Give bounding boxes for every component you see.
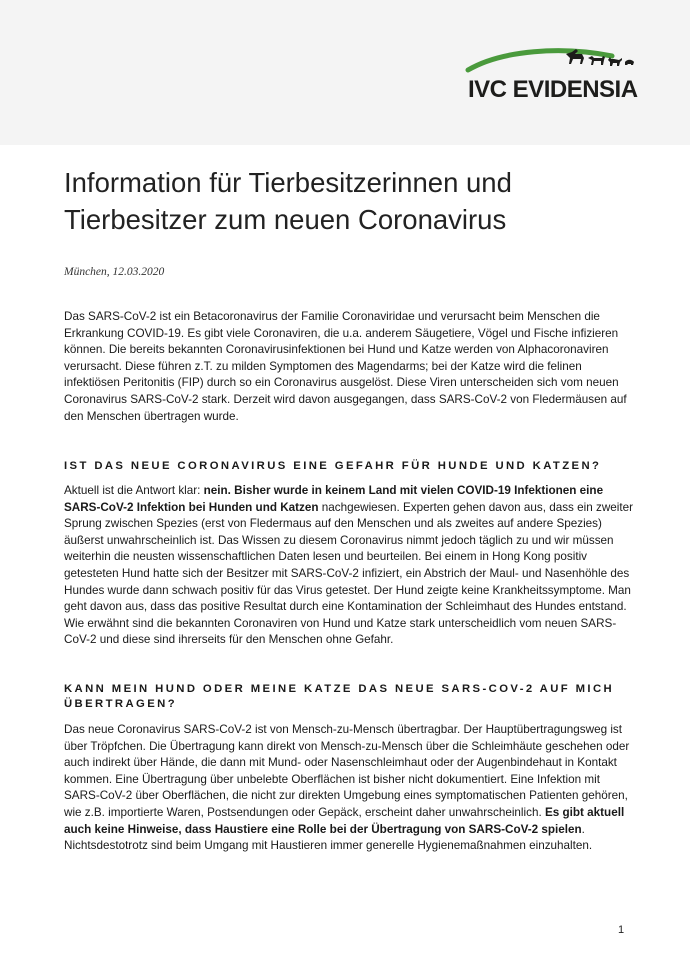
section-heading-danger: IST DAS NEUE CORONAVIRUS EINE GEFAHR FÜR HUNDE UND KATZEN? — [64, 460, 602, 472]
text-span: Das neue Coronavirus SARS-CoV-2 ist von Mensch-zu-Mensch übertragbar. Der Hauptübertragungsweg ist über Tröpfchen. Die Übertragung kann direkt von Mensch-zu-Mensch über die Schleimhäute geschehen oder auch indirekt über Hände, die dann mit Mund- oder Nasenschleimhaut oder der Augenbindehaut in Kontakt kommen. Eine Übertragung über unbelebte Oberflächen ist bisher nicht dokumentiert. Eine Infektion mit SARS-CoV-2 über Oberflächen, die nicht zur direkten Umgebung eines symptomatischen Patienten gehören, wie z.B. importierte Waren, Postsendungen oder Gepäck, erscheint daher unwahrscheinlich. — [64, 723, 630, 819]
intro-paragraph: Das SARS-CoV-2 ist ein Betacoronavirus der Familie Coronaviridae und verursacht beim Menschen die Erkrankung COVID-19. Es gibt viele Coronaviren, die u.a. anderem Säugetiere, Vögel und Fische infizieren können. Die bereits bekannten Coronavirusinfektionen bei Hund und Katze werden von Alphacoronaviren verursacht. Diese führen z.T. zu milden Symptomen des Magendarms; bei der Katze wird die felinen infektiösen Peritonitis (FIP) durch so ein Coronavirus ausgelöst. Diese Viren unterscheiden sich vom neuen Coronavirus SARS-CoV-2 stark. Derzeit wird davon ausgegangen, dass SARS-CoV-2 von Fledermäusen auf den Menschen übertragen wurde. — [64, 310, 627, 423]
document-date: München, 12.03.2020 — [64, 266, 165, 278]
text-span: nachgewiesen. Experten gehen davon aus, dass ein zweiter Sprung zwischen Spezies (erst von Fledermaus auf den Menschen und als zweites auf andere Spezies) äußerst unwahrscheinlich ist. Das Wissen zu diesem Coronavirus nimmt jedoch täglich zu und wir müssen weiterhin die neusten wissenschaftlichen Daten lesen und beurteilen. Bei einem in Hong Kong positiv getesteten Hund hatte sich der Besitzer mit SARS-CoV-2 infiziert, ein Abstrich der Maul- und Nasenhöhle des Hundes wurde dann schwach positiv für das Virus getestet. Der Hund zeigte keine Krankheitssymptome. Man geht davon aus, dass das positive Resultat durch eine Kontamination der Schleimhaut des Hundes entstand. Wie erwähnt sind die bekannten Coronaviren von Hund und Katze stark unterscheidlich vom neuen SARS-CoV-2 und diese sind ihrerseits für den Menschen ohne Gefahr. — [64, 500, 634, 647]
section-paragraph-transmission — [64, 722, 634, 855]
text-span: . Nichtsdestotrotz sind beim Umgang mit Haustieren immer generelle Hygienemaßnahmen einzuhalten. — [64, 822, 593, 853]
animal-silhouettes-arc-icon — [462, 46, 642, 78]
text-span: Aktuell ist die Antwort klar: — [64, 484, 204, 497]
section-heading-transmission: KANN MEIN HUND ODER MEINE KATZE DAS NEUE SARS-COV-2 AUF MICH ÜBERTRAGEN? — [64, 683, 615, 710]
bold-text: Es gibt aktuell auch keine Hinweise, dass Haustiere eine Rolle bei der Übertragung von SARS-CoV-2 spielen — [64, 805, 625, 836]
section-paragraph-danger — [64, 483, 634, 649]
bold-text: nein. Bisher wurde in keinem Land mit vielen COVID-19 Infektionen eine SARS-CoV-2 Infektion bei Hunden und Katzen — [64, 484, 604, 514]
page-number: 1 — [618, 924, 625, 936]
ivc-evidensia-logo — [462, 46, 642, 106]
document-title: Information für Tierbesitzerinnen und Tierbesitzer zum neuen Coronavirus — [64, 167, 512, 235]
logo-text: IVC EVIDENSIA — [468, 76, 638, 103]
